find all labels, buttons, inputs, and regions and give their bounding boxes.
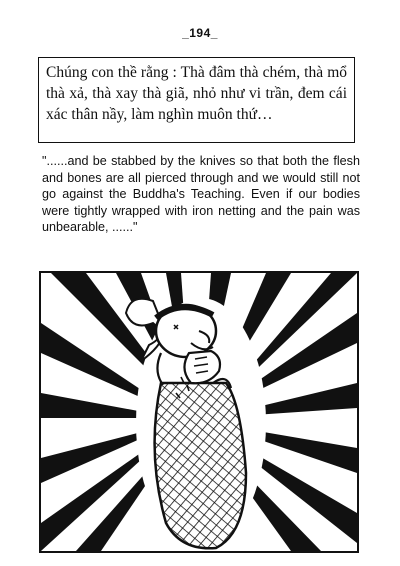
page-number: _194_ — [182, 26, 218, 40]
comic-illustration — [41, 273, 357, 551]
comic-panel — [39, 271, 359, 553]
iron-net-body — [155, 383, 246, 548]
english-text: "......and be stabbed by the knives so that both the flesh and bones are all pierced through and we would still not go against the Buddha's Teaching. Even if our bodies were tightly wrapped with iron netting and the pain was unbearable, ......" — [42, 154, 360, 234]
vietnamese-text-box: Chúng con thề rằng : Thà đâm thà chém, thà mổ thà xả, thà xay thà giã, nhỏ như vi trần, đem cái xác thân nầy, làm nghìn muôn thứ… — [38, 57, 355, 143]
